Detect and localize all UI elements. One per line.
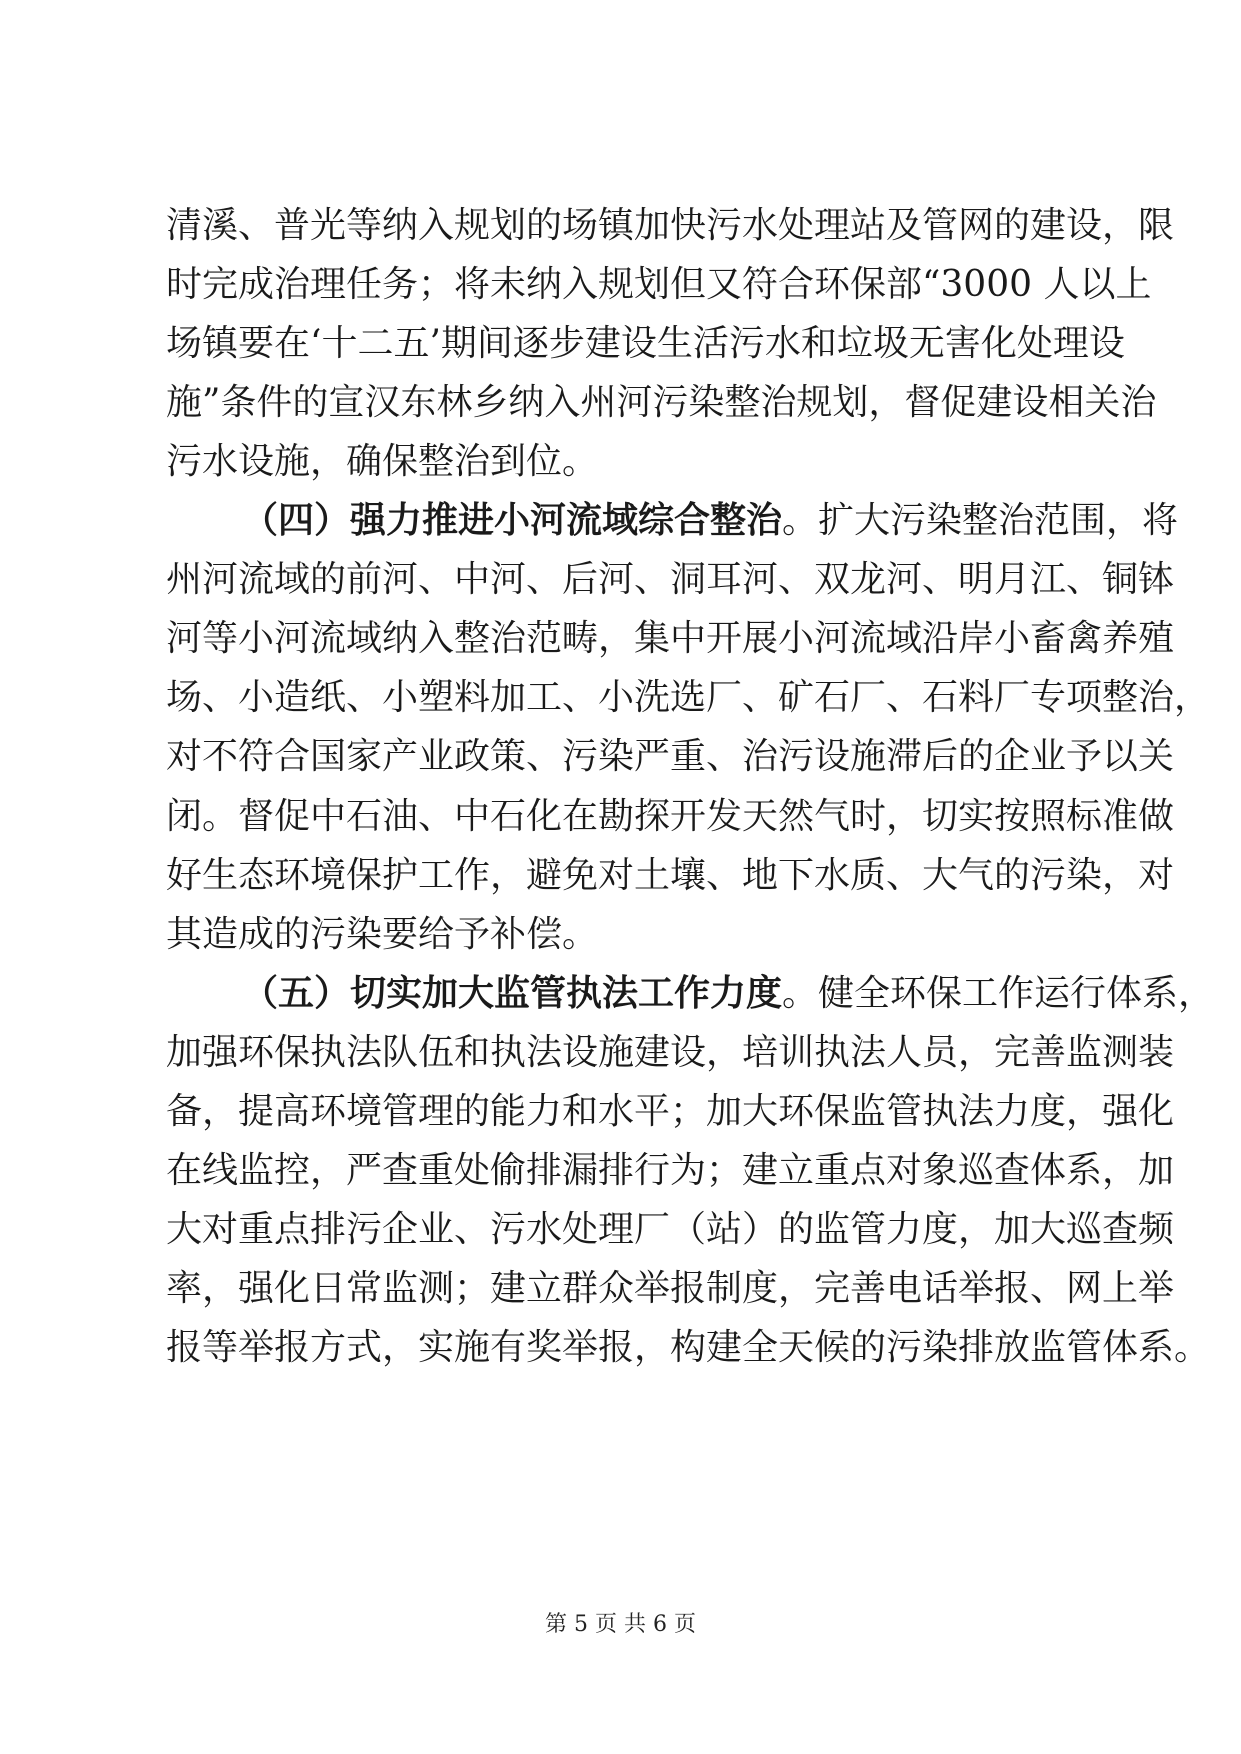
body-text-line: 其造成的污染要给予补偿。	[166, 914, 599, 955]
section-5-first-line-text: 。健全环保工作运行体系，	[782, 973, 1215, 1014]
body-text-line: 报等举报方式，实施有奖举报，构建全天候的污染排放监管体系。	[166, 1327, 1211, 1368]
body-text-line: 场镇要在‘十二五’期间逐步建设生活污水和垃圾无害化处理设	[166, 323, 1125, 364]
body-text-line: 河等小河流域纳入整治范畴，集中开展小河流域沿岸小畜禽养殖	[166, 618, 1175, 659]
body-text-line: 加强环保执法队伍和执法设施建设，培训执法人员，完善监测装	[166, 1032, 1175, 1073]
body-text-line: 大对重点排污企业、污水处理厂（站）的监管力度，加大巡查频	[166, 1209, 1175, 1250]
body-text-line: 备，提高环境管理的能力和水平；加大环保监管执法力度，强化	[166, 1091, 1175, 1132]
section-5-heading: （五）切实加大监管执法工作力度	[242, 973, 783, 1014]
body-text-line: 场、小造纸、小塑料加工、小洗选厂、矿石厂、石料厂专项整治，	[166, 677, 1211, 718]
page-number-footer: 第 5 页 共 6 页	[545, 1612, 696, 1637]
body-text-line: 闭。督促中石油、中石化在勘探开发天然气时，切实按照标准做	[166, 796, 1175, 837]
body-text-line: 州河流域的前河、中河、后河、洞耳河、双龙河、明月江、铜钵	[166, 559, 1175, 600]
body-text-line: 对不符合国家产业政策、污染严重、治污设施滞后的企业予以关	[166, 736, 1175, 777]
body-text-line: 在线监控，严查重处偷排漏排行为；建立重点对象巡查体系，加	[166, 1150, 1175, 1191]
section-4-first-line-text: 。扩大污染整治范围，将	[782, 500, 1179, 541]
body-text-line: 率，强化日常监测；建立群众举报制度，完善电话举报、网上举	[166, 1268, 1175, 1309]
section-5-first-line	[242, 964, 1215, 1024]
body-text-line: 施”条件的宣汉东林乡纳入州河污染整治规划，督促建设相关治	[166, 382, 1157, 423]
section-4-heading: （四）强力推进小河流域综合整治	[242, 500, 783, 541]
section-4-first-line	[242, 491, 1179, 551]
body-text-line: 清溪、普光等纳入规划的场镇加快污水处理站及管网的建设，限	[166, 205, 1175, 246]
body-text-line: 时完成治理任务；将未纳入规划但又符合环保部“3000 人以上	[166, 264, 1152, 305]
body-text-line: 好生态环境保护工作，避免对土壤、地下水质、大气的污染，对	[166, 855, 1175, 896]
body-text-line: 污水设施，确保整治到位。	[166, 441, 599, 482]
